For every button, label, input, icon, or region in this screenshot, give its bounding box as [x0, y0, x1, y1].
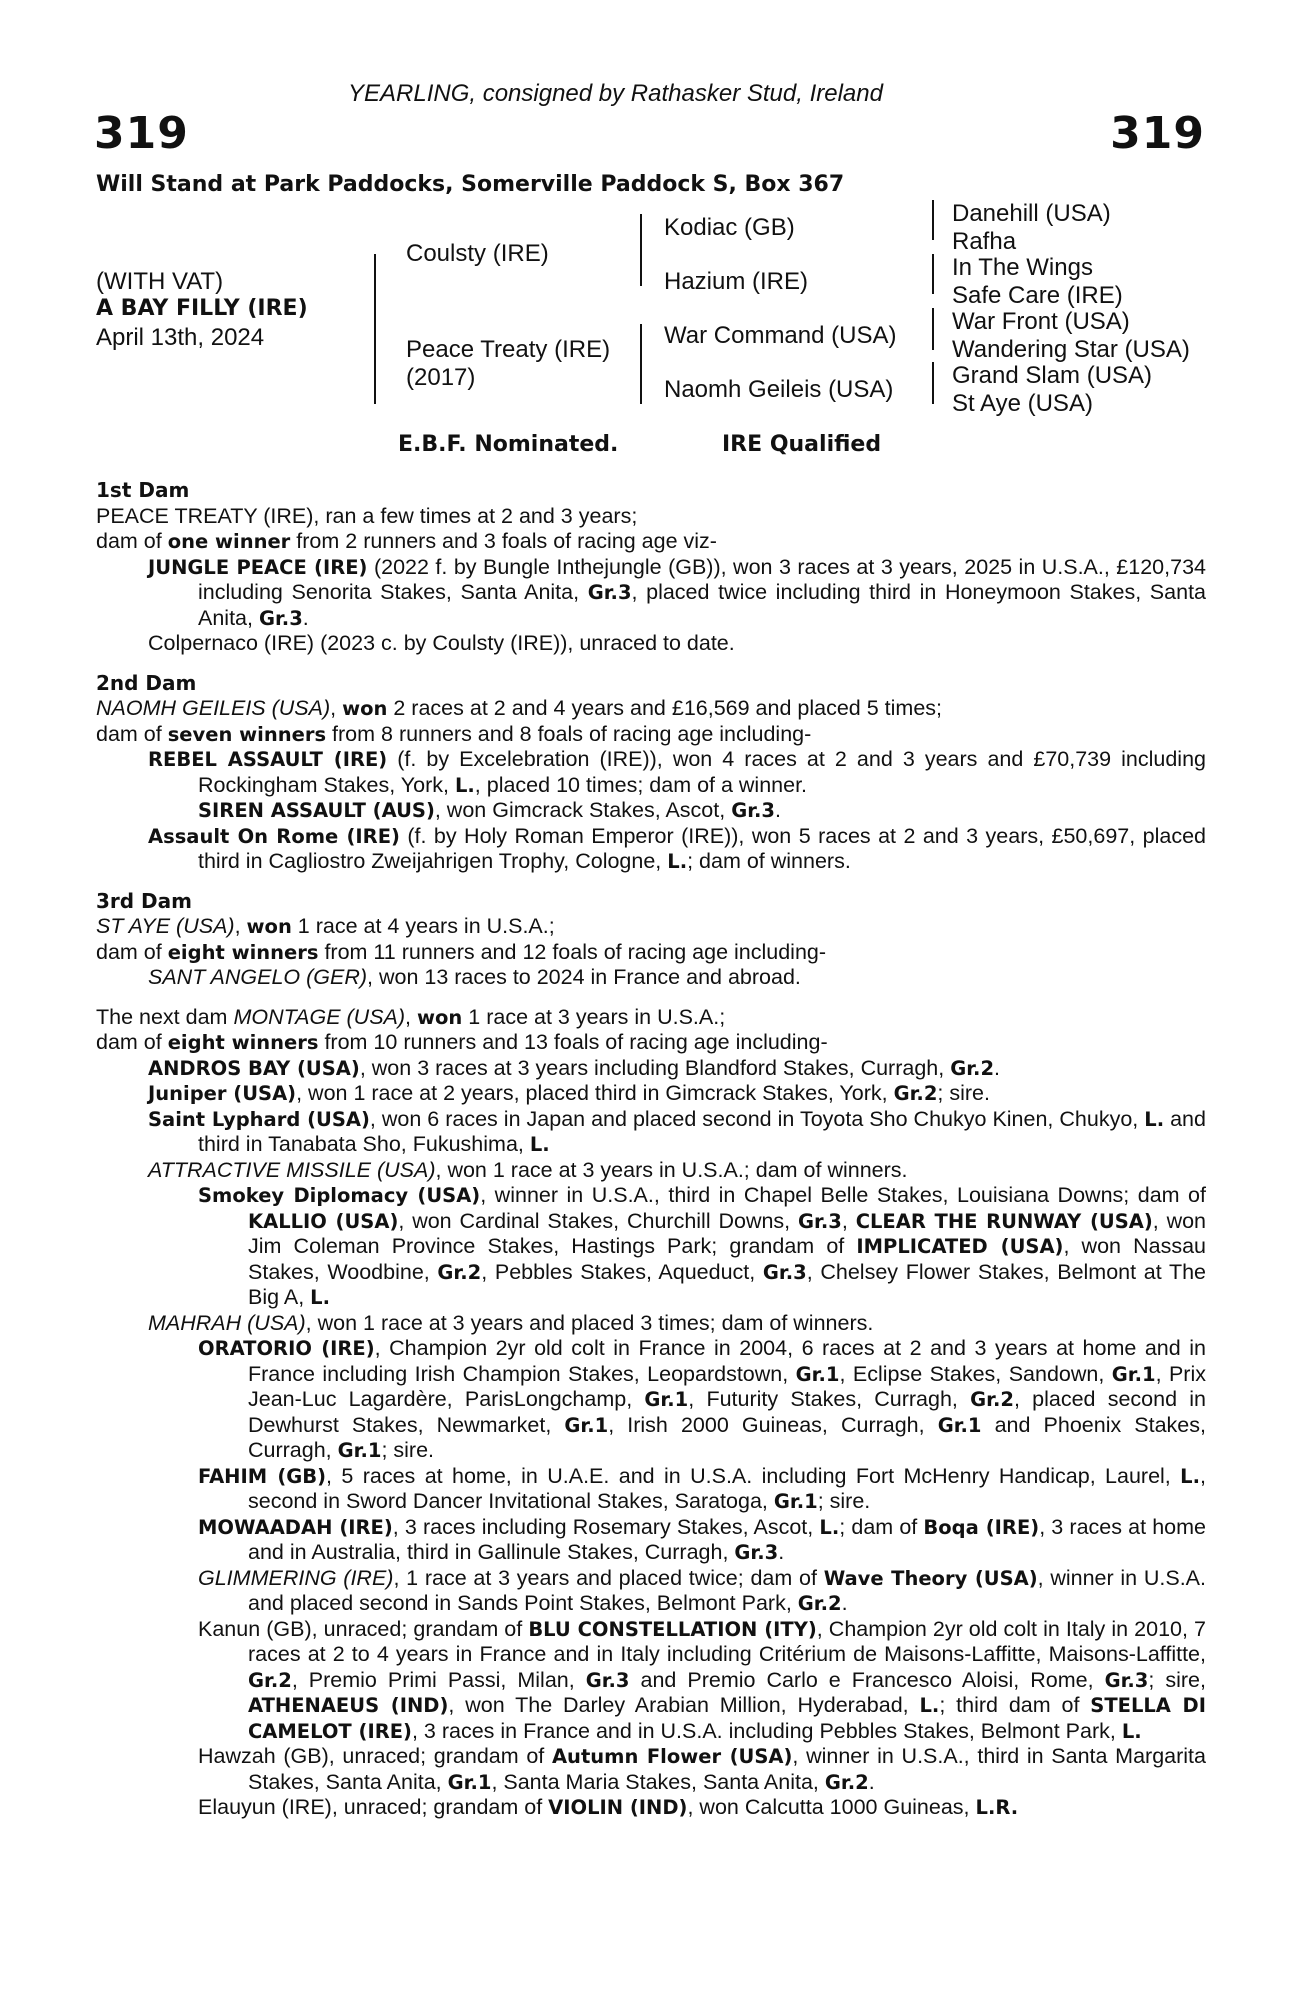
text-run: , Eclipse Stakes, Sandown, — [839, 1361, 1112, 1386]
text-run: and third in Tanabata Sho, Fukushima, — [198, 1106, 1206, 1156]
bold-text: JUNGLE PEACE (IRE) — [148, 555, 368, 579]
bold-text: ANDROS BAY (USA) — [148, 1056, 360, 1080]
bold-text: Gr.1 — [1111, 1362, 1156, 1386]
bold-text: Gr.3 — [734, 1541, 779, 1564]
text-run: , — [841, 1208, 856, 1233]
progeny-entry — [198, 1795, 1206, 1821]
bold-text: Gr.1 — [337, 1439, 382, 1462]
dam-section — [96, 478, 1206, 657]
text-run: , won 6 races in Japan and placed second in Toyota Sho Chukyo Kinen, Chukyo, — [369, 1106, 1145, 1131]
text-run: , Irish 2000 Guineas, Curragh, — [608, 1412, 938, 1437]
bold-text: L. — [919, 1694, 940, 1717]
dam-section — [96, 671, 1206, 875]
text-run: . — [868, 1769, 875, 1794]
bold-text: Saint Lyphard (USA) — [148, 1107, 370, 1131]
bold-text: Gr.3 — [1104, 1668, 1149, 1692]
bold-text: Gr.1 — [937, 1413, 982, 1437]
progeny-entry — [198, 1515, 1206, 1566]
text-run: ; sire. — [817, 1489, 871, 1513]
italic-name: MONTAGE (USA) — [233, 1004, 406, 1029]
brace-war-command — [932, 308, 934, 350]
bold-text: KALLIO (USA) — [248, 1209, 399, 1233]
stand-location: Will Stand at Park Paddocks, Somerville Paddock S, Box 367 — [96, 172, 845, 197]
text-run: , won 1 race at 2 years, placed third in Gimcrack Stakes, York, — [296, 1081, 894, 1105]
italic-name: ST AYE (USA) — [96, 914, 235, 938]
text-run: , Chelsey Flower Stakes, Belmont at The Big A, — [248, 1259, 1207, 1309]
text-run: (f. by Holy Roman Emperor (IRE)), won 5 races at 2 and 3 years, £50,697, placed third in Cagliostro Zweijahrigen Trophy, Cologne, — [198, 823, 1206, 873]
text-run: from 11 runners and 12 foals of racing age including- — [318, 939, 827, 964]
bold-text: L. — [529, 1133, 550, 1156]
text-run: , Champion 2yr old colt in Italy in 2010, 7 races at 2 to 4 years in France and in Italy including Critérium de Maisons-Laffitte, Maisons-Laffitte, — [248, 1616, 1206, 1666]
text-run: ; sire. — [937, 1081, 990, 1105]
bold-text: STELLA DI CAMELOT (IRE) — [248, 1694, 1206, 1743]
bold-text: ORATORIO (IRE) — [198, 1337, 375, 1360]
text-run: , placed second in Dewhurst Stakes, Newmarket, — [248, 1387, 1206, 1437]
text-run: , — [405, 1004, 417, 1029]
bold-text: L. — [1180, 1464, 1201, 1488]
bold-text: Gr.3 — [762, 1260, 807, 1284]
italic-name: ATTRACTIVE MISSILE (USA) — [148, 1157, 436, 1182]
bold-text: won — [246, 915, 292, 938]
ire-qualified: IRE Qualified — [722, 432, 882, 457]
dam-dam: Naomh Geileis (USA) — [664, 376, 894, 403]
dd-dam: St Aye (USA) — [952, 390, 1093, 417]
text-run: and Phoenix Stakes, Curragh, — [248, 1412, 1206, 1462]
bold-text: Gr.3 — [258, 606, 303, 630]
progeny-entry — [148, 747, 1206, 798]
dam-year: (2017) — [406, 364, 476, 391]
bold-text: MOWAADAH (IRE) — [198, 1515, 393, 1539]
dam-record-line — [96, 504, 1206, 530]
progeny-entry — [148, 824, 1206, 875]
horse-name: A BAY FILLY (IRE) — [96, 296, 308, 321]
text-run: , placed twice including third in Honeymoon Stakes, Santa Anita, — [198, 580, 1206, 630]
text-run: 1 race at 4 years in U.S.A.; — [291, 914, 555, 938]
text-run: Elauyun (IRE), unraced; grandam of — [198, 1795, 549, 1819]
text-run: . — [778, 1540, 785, 1564]
text-run: and Premio Carlo e Francesco Aloisi, Rome, — [629, 1667, 1105, 1692]
ss-dam: Rafha — [952, 228, 1017, 255]
text-run: Hawzah (GB), unraced; grandam of — [198, 1744, 552, 1768]
bold-text: Autumn Flower (USA) — [551, 1745, 793, 1768]
text-run: , winner in U.S.A. and placed second in Sands Point Stakes, Belmont Park, — [248, 1565, 1206, 1615]
bold-text: Gr.2 — [797, 1592, 842, 1615]
text-run: , winner in U.S.A., third in Santa Margarita Stakes, Santa Anita, — [248, 1744, 1206, 1794]
dam-record-line — [96, 914, 1206, 940]
bold-text: VIOLIN (IND) — [548, 1796, 688, 1819]
text-run: dam of — [96, 721, 168, 746]
bold-text: FAHIM (GB) — [198, 1464, 327, 1488]
progeny-entry — [148, 1158, 1206, 1184]
bold-text: L. — [1144, 1107, 1165, 1131]
bold-text: Gr.2 — [824, 1770, 869, 1794]
ss-sire: Danehill (USA) — [952, 200, 1111, 227]
text-run: , 1 race at 3 years and placed twice; dam of — [393, 1565, 824, 1590]
dam-record-line — [96, 722, 1206, 748]
lot-number-left: 319 — [94, 108, 189, 159]
progeny-entry — [198, 1617, 1206, 1745]
italic-name: NAOMH GEILEIS (USA) — [96, 696, 331, 720]
text-run: dam of — [96, 1030, 168, 1054]
progeny-entry — [148, 1107, 1206, 1158]
foaling-date: April 13th, 2024 — [96, 324, 265, 351]
bold-text: won — [417, 1005, 463, 1029]
bold-text: L. — [819, 1515, 840, 1539]
text-run: . — [841, 1591, 848, 1615]
progeny-entry — [148, 1081, 1206, 1107]
text-run: dam of — [96, 529, 168, 553]
lot-number-right: 319 — [1110, 108, 1205, 159]
progeny-entry — [198, 1566, 1206, 1617]
text-run: PEACE TREATY (IRE), ran a few times at 2 and 3 years; — [96, 503, 638, 528]
bold-text: seven winners — [167, 722, 327, 746]
text-run: Colpernaco (IRE) (2023 c. by Coulsty (IRE)), unraced to date. — [148, 631, 735, 655]
brace-naomh — [932, 362, 934, 404]
text-run: , won Gimcrack Stakes, Ascot, — [434, 798, 732, 822]
text-run: , 3 races in France and in U.S.A. including Pebbles Stakes, Belmont Park, — [411, 1718, 1122, 1743]
bold-text: won — [342, 697, 388, 720]
text-run: , won Calcutta 1000 Guineas, — [687, 1795, 976, 1819]
text-run: (2022 f. by Bungle Inthejungle (GB)), won 3 races at 3 years, 2025 in U.S.A., £120,734 including Senorita Stakes, Santa Anita, — [198, 554, 1206, 604]
bold-text: Gr.1 — [564, 1413, 609, 1437]
text-run: , winner in U.S.A., third in Chapel Belle Stakes, Louisiana Downs; dam of — [480, 1183, 1206, 1207]
bold-text: IMPLICATED (USA) — [856, 1235, 1064, 1258]
sire-name: Coulsty (IRE) — [406, 240, 549, 267]
italic-name: MAHRAH (USA) — [148, 1310, 306, 1335]
italic-name: GLIMMERING (IRE) — [198, 1565, 394, 1590]
section-heading: 1st Dam — [96, 478, 190, 502]
ds-dam: Wandering Star (USA) — [952, 336, 1190, 363]
sire-sire: Kodiac (GB) — [664, 214, 795, 241]
bold-text: eight winners — [167, 1031, 319, 1054]
dam-record-line — [96, 696, 1206, 722]
bold-text: Gr.2 — [950, 1056, 995, 1080]
bold-text: eight winners — [167, 940, 319, 964]
text-run: dam of — [96, 939, 168, 964]
text-run: , won 1 race at 3 years and placed 3 times; dam of winners. — [305, 1310, 874, 1335]
section-heading: 3rd Dam — [96, 888, 192, 913]
dam-record-line — [96, 529, 1206, 555]
text-run: , second in Sword Dancer Invitational Stakes, Saratoga, — [248, 1463, 1206, 1513]
bold-text: L. — [454, 773, 475, 797]
bold-text: CLEAR THE RUNWAY (USA) — [855, 1209, 1153, 1233]
dam-section — [96, 1005, 1206, 1821]
bold-text: Gr.2 — [893, 1082, 938, 1105]
text-run: (f. by Excelebration (IRE)), won 4 races at 2 and 3 years and £70,739 including Rockingham Stakes, York, — [198, 747, 1206, 797]
text-run: , — [330, 696, 343, 720]
bold-text: Gr.3 — [731, 799, 776, 822]
text-run: . — [994, 1055, 1001, 1080]
ds-sire: War Front (USA) — [952, 308, 1130, 335]
dam-record-line — [96, 1030, 1206, 1056]
bold-text: Gr.1 — [795, 1362, 840, 1386]
catalogue-body — [96, 478, 1206, 1821]
text-run: . — [302, 605, 309, 630]
bold-text: L. — [310, 1286, 330, 1309]
sire-dam: Hazium (IRE) — [664, 268, 809, 295]
bold-text: Gr.3 — [587, 581, 632, 604]
dam-record-line — [198, 798, 1206, 824]
text-run: , won Cardinal Stakes, Churchill Downs, — [398, 1208, 799, 1233]
text-run: , won The Darley Arabian Million, Hyderabad, — [448, 1693, 920, 1717]
progeny-entry — [148, 1056, 1206, 1082]
text-run: from 8 runners and 8 foals of racing age including- — [326, 721, 812, 746]
text-run: , 3 races including Rosemary Stakes, Ascot, — [392, 1514, 820, 1539]
progeny-entry — [198, 1336, 1206, 1464]
text-run: ; sire. — [381, 1438, 435, 1462]
dam-record-line — [96, 940, 1206, 966]
pedigree-brace-main — [374, 254, 376, 404]
bold-text: SIREN ASSAULT (AUS) — [198, 799, 435, 822]
text-run: , won 3 races at 3 years including Blandford Stakes, Curragh, — [359, 1055, 951, 1080]
bold-text: Juniper (USA) — [148, 1082, 297, 1105]
bold-text: Assault On Rome (IRE) — [148, 824, 400, 848]
progeny-entry — [198, 1744, 1206, 1795]
bold-text: L.R. — [975, 1796, 1019, 1819]
text-run: from 2 runners and 3 foals of racing age viz- — [290, 529, 717, 553]
bold-text: Gr.2 — [248, 1668, 292, 1692]
text-run: , won Nassau Stakes, Woodbine, — [248, 1234, 1206, 1284]
text-run: , won 1 race at 3 years in U.S.A.; dam of winners. — [435, 1157, 908, 1182]
bold-text: Smokey Diplomacy (USA) — [198, 1184, 481, 1207]
pedigree-brace-sire — [640, 214, 642, 286]
text-run: ; dam of winners. — [687, 849, 851, 873]
bold-text: Gr.3 — [585, 1668, 630, 1692]
text-run: 1 race at 3 years in U.S.A.; — [462, 1004, 726, 1029]
text-run: ; dam of — [839, 1514, 924, 1539]
text-run: , 5 races at home, in U.A.E. and in U.S.A. including Fort McHenry Handicap, Laurel, — [326, 1463, 1181, 1488]
bold-text: Gr.1 — [447, 1770, 492, 1794]
sd-sire: In The Wings — [952, 254, 1093, 281]
dd-sire: Grand Slam (USA) — [952, 362, 1153, 389]
bold-text: Gr.3 — [798, 1209, 842, 1233]
text-run: , Santa Maria Stakes, Santa Anita, — [491, 1769, 825, 1794]
bold-text: BLU CONSTELLATION (ITY) — [528, 1617, 817, 1641]
bold-text: Gr.1 — [644, 1388, 689, 1411]
brace-hazium — [932, 254, 934, 294]
bold-text: L. — [667, 850, 688, 873]
text-run: . — [775, 798, 781, 822]
dam-sire: War Command (USA) — [664, 322, 897, 349]
text-run: , Prix Jean-Luc Lagardère, ParisLongchamp, — [248, 1361, 1206, 1411]
progeny-entry — [148, 555, 1206, 632]
consignment-line: YEARLING, consigned by Rathasker Stud, Ireland — [348, 80, 883, 107]
dam-section — [96, 889, 1206, 991]
vat-note: (WITH VAT) — [96, 268, 224, 295]
progeny-entry — [198, 1183, 1206, 1311]
text-run: , Champion 2yr old colt in France in 2004, 6 races at 2 and 3 years at home and in France including Irish Champion Stakes, Leopardstown, — [248, 1336, 1206, 1386]
ebf-nominated: E.B.F. Nominated. — [398, 432, 619, 457]
section-heading: 2nd Dam — [96, 670, 197, 695]
brace-kodiac — [932, 200, 934, 240]
bold-text: L. — [1121, 1719, 1142, 1743]
progeny-entry — [148, 631, 1206, 657]
text-run: ; sire, — [1148, 1667, 1206, 1692]
text-run: , Futurity Stakes, Curragh, — [688, 1387, 971, 1411]
dam-record-line — [96, 1005, 1206, 1031]
sd-dam: Safe Care (IRE) — [952, 282, 1123, 309]
progeny-entry — [148, 965, 1206, 991]
progeny-entry — [198, 1464, 1206, 1515]
text-run: , won 13 races to 2024 in France and abroad. — [367, 965, 801, 989]
text-run: 2 races at 2 and 4 years and £16,569 and placed 5 times; — [387, 696, 942, 720]
bold-text: Gr.1 — [773, 1490, 818, 1513]
text-run: , — [234, 914, 247, 938]
text-run: , placed 10 times; dam of a winner. — [474, 772, 808, 797]
dam-name: Peace Treaty (IRE) — [406, 336, 611, 363]
text-run: , 3 races at home and in Australia, third in Gallinule Stakes, Curragh, — [248, 1514, 1206, 1564]
progeny-entry — [148, 1311, 1206, 1337]
bold-text: REBEL ASSAULT (IRE) — [148, 748, 388, 771]
bold-text: Gr.2 — [970, 1388, 1014, 1411]
bold-text: ATHENAEUS (IND) — [248, 1694, 449, 1717]
bold-text: Boqa (IRE) — [923, 1515, 1040, 1539]
text-run: ; third dam of — [939, 1693, 1091, 1717]
bold-text: one winner — [167, 530, 291, 553]
text-run: , won Jim Coleman Province Stakes, Hastings Park; grandam of — [248, 1208, 1207, 1258]
text-run: , Pebbles Stakes, Aqueduct, — [481, 1259, 763, 1284]
bold-text: Wave Theory (USA) — [823, 1566, 1038, 1590]
text-run: The next dam — [96, 1004, 234, 1029]
text-run: Kanun (GB), unraced; grandam of — [198, 1616, 529, 1641]
italic-name: SANT ANGELO (GER) — [148, 965, 368, 989]
text-run: from 10 runners and 13 foals of racing age including- — [318, 1030, 828, 1054]
pedigree-brace-dam — [640, 324, 642, 404]
bold-text: Gr.2 — [437, 1260, 482, 1284]
text-run: , Premio Primi Passi, Milan, — [291, 1667, 586, 1692]
